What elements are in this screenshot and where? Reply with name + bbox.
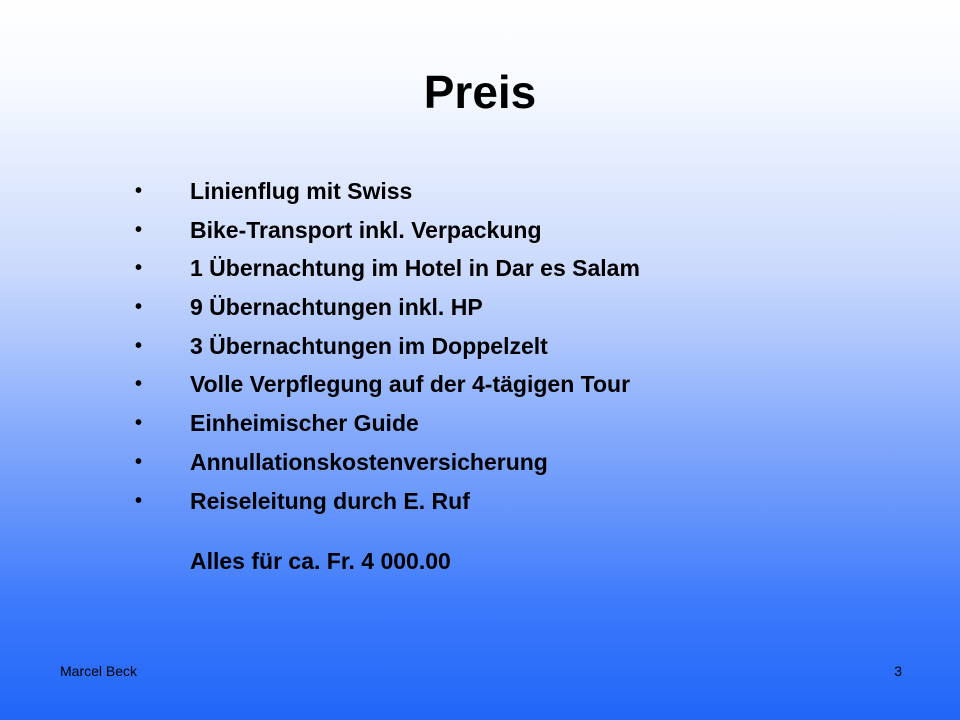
- list-item: [0, 249, 960, 288]
- bullet-icon: •: [135, 489, 143, 512]
- bullet-icon: •: [135, 296, 143, 319]
- bullet-icon: •: [135, 218, 143, 241]
- list-item: [0, 288, 960, 327]
- bullet-text: Reiseleitung durch E. Ruf: [190, 487, 470, 514]
- slide-title: Preis: [423, 66, 537, 118]
- list-item: [0, 365, 960, 404]
- bullet-text: Volle Verpflegung auf der 4-tägigen Tour: [190, 371, 631, 398]
- page-number: 3: [894, 663, 902, 679]
- price-summary: Alles für ca. Fr. 4 000.00: [190, 548, 451, 574]
- bullet-icon: •: [135, 450, 143, 473]
- bullet-list: [0, 172, 960, 520]
- bullet-text: 9 Übernachtungen inkl. HP: [190, 294, 483, 321]
- list-item: [0, 482, 960, 521]
- list-item: [0, 404, 960, 443]
- bullet-text: Einheimischer Guide: [190, 410, 419, 437]
- bullet-text: Linienflug mit Swiss: [190, 178, 413, 204]
- list-item: [0, 327, 960, 366]
- bullet-text: Bike-Transport inkl. Verpackung: [190, 216, 542, 243]
- bullet-text: 1 Übernachtung im Hotel in Dar es Salam: [190, 255, 640, 282]
- bullet-icon: •: [135, 412, 143, 435]
- bullet-icon: •: [135, 334, 143, 357]
- bullet-text: Annullationskostenversicherung: [190, 448, 548, 475]
- bullet-text: 3 Übernachtungen im Doppelzelt: [190, 332, 548, 359]
- bullet-icon: •: [135, 373, 143, 396]
- list-item: [0, 443, 960, 482]
- bullet-icon: •: [135, 180, 143, 202]
- list-item: [0, 172, 960, 211]
- footer-author: Marcel Beck: [60, 663, 138, 679]
- list-item: [0, 211, 960, 250]
- bullet-icon: •: [135, 257, 143, 280]
